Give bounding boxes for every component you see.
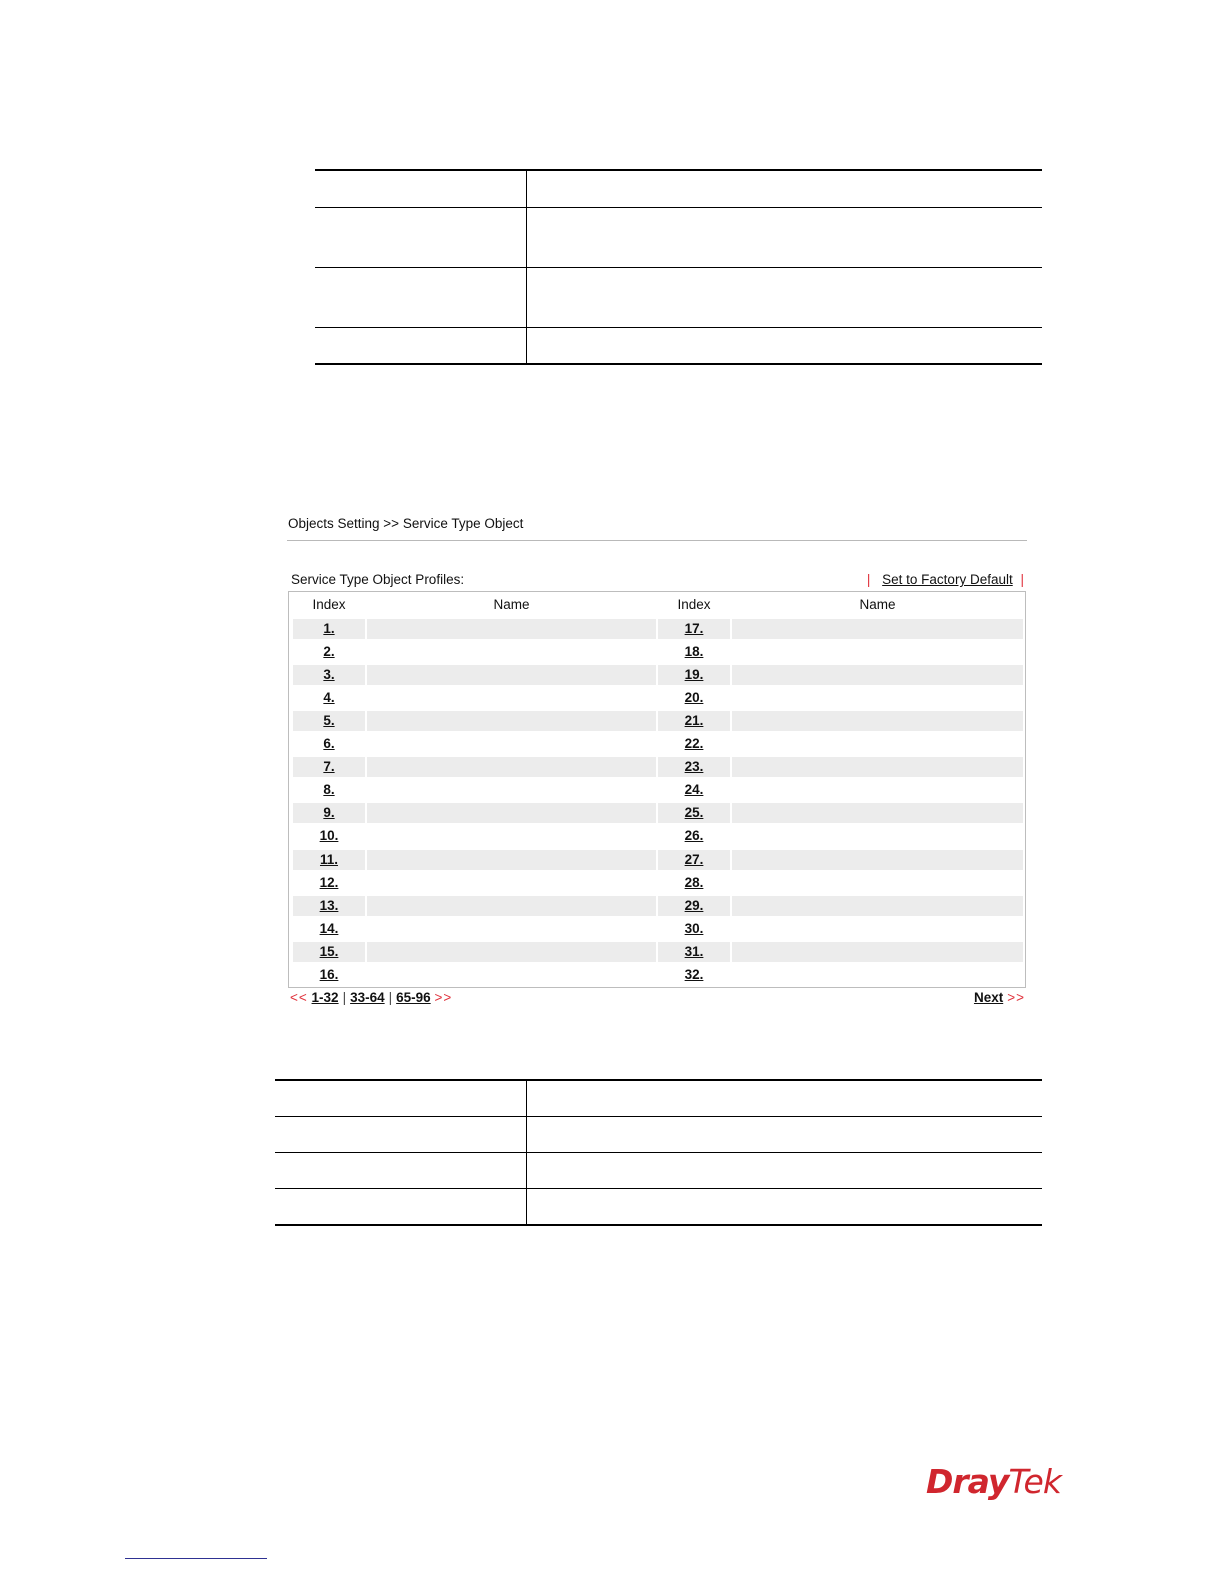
- profile-index-link[interactable]: 6.: [323, 736, 335, 752]
- table-row: [293, 965, 1023, 985]
- table-cell: [527, 268, 1042, 327]
- profile-index-link[interactable]: 26.: [684, 828, 704, 844]
- profile-index-link[interactable]: 18.: [684, 644, 704, 660]
- name-cell: [732, 873, 1023, 893]
- index-cell: [658, 665, 730, 685]
- index-cell: [658, 688, 730, 708]
- draytek-logo: [926, 1462, 1061, 1501]
- service-type-profiles-table: [288, 591, 1026, 988]
- profile-index-link[interactable]: 7.: [323, 759, 335, 775]
- profile-index-link[interactable]: 23.: [684, 759, 704, 775]
- index-cell: [658, 619, 730, 639]
- profile-index-link[interactable]: 30.: [684, 920, 704, 936]
- name-cell: [367, 665, 656, 685]
- table-row: [293, 873, 1023, 893]
- table-cell: [275, 1117, 527, 1152]
- table-row: [315, 268, 1042, 328]
- table-cell: [527, 208, 1042, 267]
- index-cell: [658, 850, 730, 870]
- profile-index-link[interactable]: 19.: [684, 667, 704, 683]
- table-row: [293, 919, 1023, 939]
- index-cell: [658, 942, 730, 962]
- name-cell: [367, 850, 656, 870]
- column-header-name: Name: [859, 597, 896, 612]
- name-cell: [367, 919, 656, 939]
- table-row: [293, 642, 1023, 662]
- profile-index-link[interactable]: 3.: [323, 667, 335, 683]
- index-cell: [658, 803, 730, 823]
- name-cell: [732, 642, 1023, 662]
- next-arrow[interactable]: >>: [434, 990, 453, 1005]
- factory-default-bar: [867, 572, 1024, 587]
- page-link-33-64[interactable]: 33-64: [350, 990, 385, 1005]
- profile-index-link[interactable]: 11.: [319, 851, 339, 867]
- profile-index-link[interactable]: 8.: [323, 782, 335, 798]
- index-cell: [658, 734, 730, 754]
- table-cell: [315, 328, 527, 363]
- table-row: [293, 850, 1023, 870]
- profile-index-link[interactable]: 24.: [684, 782, 704, 798]
- name-cell: [367, 826, 656, 846]
- profile-index-link[interactable]: 1.: [323, 621, 335, 636]
- table-row: [275, 1081, 1042, 1117]
- index-cell: [293, 919, 365, 939]
- name-cell: [732, 826, 1023, 846]
- name-cell: [367, 780, 656, 800]
- profile-index-link[interactable]: 22.: [684, 736, 704, 752]
- profile-index-link[interactable]: 4.: [323, 690, 335, 706]
- table-cell: [275, 1081, 527, 1116]
- description-table-bottom: [275, 1079, 1042, 1226]
- page-link-65-96[interactable]: 65-96: [396, 990, 431, 1005]
- profile-index-link[interactable]: 20.: [684, 690, 704, 706]
- name-cell: [367, 803, 656, 823]
- profile-index-link[interactable]: 2.: [323, 644, 335, 660]
- table-row: [293, 826, 1023, 846]
- name-cell: [732, 734, 1023, 754]
- table-row: [293, 711, 1023, 731]
- index-cell: [658, 757, 730, 777]
- table-cell: [527, 328, 1042, 363]
- table-row: [293, 734, 1023, 754]
- profile-index-link[interactable]: 17.: [684, 621, 704, 636]
- table-row: [275, 1117, 1042, 1153]
- next-page: [974, 990, 1025, 1005]
- logo-text-dray: Dray: [926, 1462, 1009, 1501]
- description-table-top: [315, 169, 1042, 365]
- index-cell: [293, 711, 365, 731]
- index-cell: [293, 734, 365, 754]
- page-separator: |: [342, 990, 347, 1005]
- table-cell: [527, 1117, 1042, 1152]
- breadcrumb: Objects Setting >> Service Type Object: [288, 516, 524, 531]
- page-link-1-32[interactable]: 1-32: [311, 990, 339, 1005]
- name-cell: [367, 942, 656, 962]
- table-row: [315, 328, 1042, 363]
- table-row: [293, 619, 1023, 639]
- table-cell: [315, 208, 527, 267]
- name-cell: [367, 757, 656, 777]
- table-cell: [527, 1189, 1042, 1224]
- page-separator: |: [388, 990, 393, 1005]
- name-cell: [732, 896, 1023, 916]
- next-arrow-icon[interactable]: >>: [1007, 990, 1025, 1005]
- table-cell: [527, 1153, 1042, 1188]
- name-cell: [367, 688, 656, 708]
- table-cell: [315, 171, 527, 207]
- profile-index-link[interactable]: 31.: [684, 943, 704, 959]
- profile-index-link[interactable]: 27.: [684, 851, 704, 867]
- index-cell: [293, 780, 365, 800]
- profile-index-link[interactable]: 5.: [323, 713, 335, 729]
- index-cell: [658, 919, 730, 939]
- name-cell: [732, 850, 1023, 870]
- index-cell: [293, 688, 365, 708]
- profile-index-link[interactable]: 25.: [684, 805, 704, 821]
- index-cell: [293, 803, 365, 823]
- index-cell: [293, 850, 365, 870]
- name-cell: [367, 896, 656, 916]
- pipe-separator: |: [1020, 572, 1024, 587]
- name-cell: [732, 688, 1023, 708]
- index-cell: [293, 757, 365, 777]
- table-cell: [527, 171, 1042, 207]
- pagination: [290, 990, 452, 1005]
- index-cell: [293, 826, 365, 846]
- index-cell: [658, 873, 730, 893]
- table-row: [275, 1153, 1042, 1189]
- name-cell: [732, 665, 1023, 685]
- footer-rule: [125, 1558, 267, 1559]
- table-cell: [275, 1153, 527, 1188]
- divider: [287, 540, 1027, 541]
- profile-index-link[interactable]: 13.: [319, 897, 339, 913]
- index-cell: [658, 896, 730, 916]
- table-row: [293, 757, 1023, 777]
- profile-index-link[interactable]: 16.: [319, 966, 339, 982]
- name-cell: [732, 965, 1023, 985]
- profile-index-link[interactable]: 15.: [319, 943, 339, 959]
- name-cell: [732, 803, 1023, 823]
- next-link[interactable]: Next: [973, 990, 1004, 1005]
- index-cell: [293, 873, 365, 893]
- name-cell: [367, 711, 656, 731]
- index-cell: [293, 896, 365, 916]
- index-cell: [293, 965, 365, 985]
- index-cell: [293, 665, 365, 685]
- table-row: [315, 208, 1042, 268]
- name-cell: [732, 757, 1023, 777]
- profile-index-link[interactable]: 9.: [323, 805, 335, 821]
- table-cell: [527, 1081, 1042, 1116]
- set-to-factory-default-link[interactable]: Set to Factory Default: [882, 572, 1013, 587]
- name-cell: [367, 873, 656, 893]
- table-cell: [315, 268, 527, 327]
- profile-index-link[interactable]: 12.: [319, 874, 339, 890]
- table-row: [293, 780, 1023, 800]
- table-row: [293, 688, 1023, 708]
- table-row: [293, 896, 1023, 916]
- index-cell: [293, 942, 365, 962]
- name-cell: [732, 919, 1023, 939]
- profile-index-link[interactable]: 29.: [684, 897, 704, 913]
- name-cell: [367, 965, 656, 985]
- name-cell: [732, 942, 1023, 962]
- index-cell: [293, 642, 365, 662]
- name-cell: [367, 619, 656, 639]
- index-cell: [658, 965, 730, 985]
- table-row: [275, 1189, 1042, 1224]
- profile-index-link[interactable]: 14.: [319, 920, 339, 936]
- section-title: Service Type Object Profiles:: [291, 572, 465, 587]
- index-cell: [658, 826, 730, 846]
- column-header-index: Index: [677, 597, 711, 612]
- table-cell: [275, 1189, 527, 1224]
- table-row: [315, 171, 1042, 208]
- profile-index-link[interactable]: 10.: [319, 828, 339, 844]
- name-cell: [367, 734, 656, 754]
- column-header-index: Index: [312, 597, 346, 612]
- profile-index-link[interactable]: 32.: [684, 966, 704, 982]
- index-cell: [658, 642, 730, 662]
- profile-index-link[interactable]: 21.: [684, 713, 704, 729]
- pipe-separator: |: [866, 572, 871, 587]
- column-header-name: Name: [493, 597, 530, 612]
- name-cell: [732, 711, 1023, 731]
- table-row: [293, 665, 1023, 685]
- name-cell: [367, 642, 656, 662]
- prev-arrow[interactable]: <<: [290, 990, 308, 1005]
- index-cell: [658, 711, 730, 731]
- index-cell: [658, 780, 730, 800]
- profile-index-link[interactable]: 28.: [684, 874, 704, 890]
- index-cell: [293, 619, 365, 639]
- name-cell: [732, 619, 1023, 639]
- table-row: [293, 803, 1023, 823]
- name-cell: [732, 780, 1023, 800]
- table-row: [293, 942, 1023, 962]
- logo-text-tek: Tek: [1008, 1462, 1061, 1501]
